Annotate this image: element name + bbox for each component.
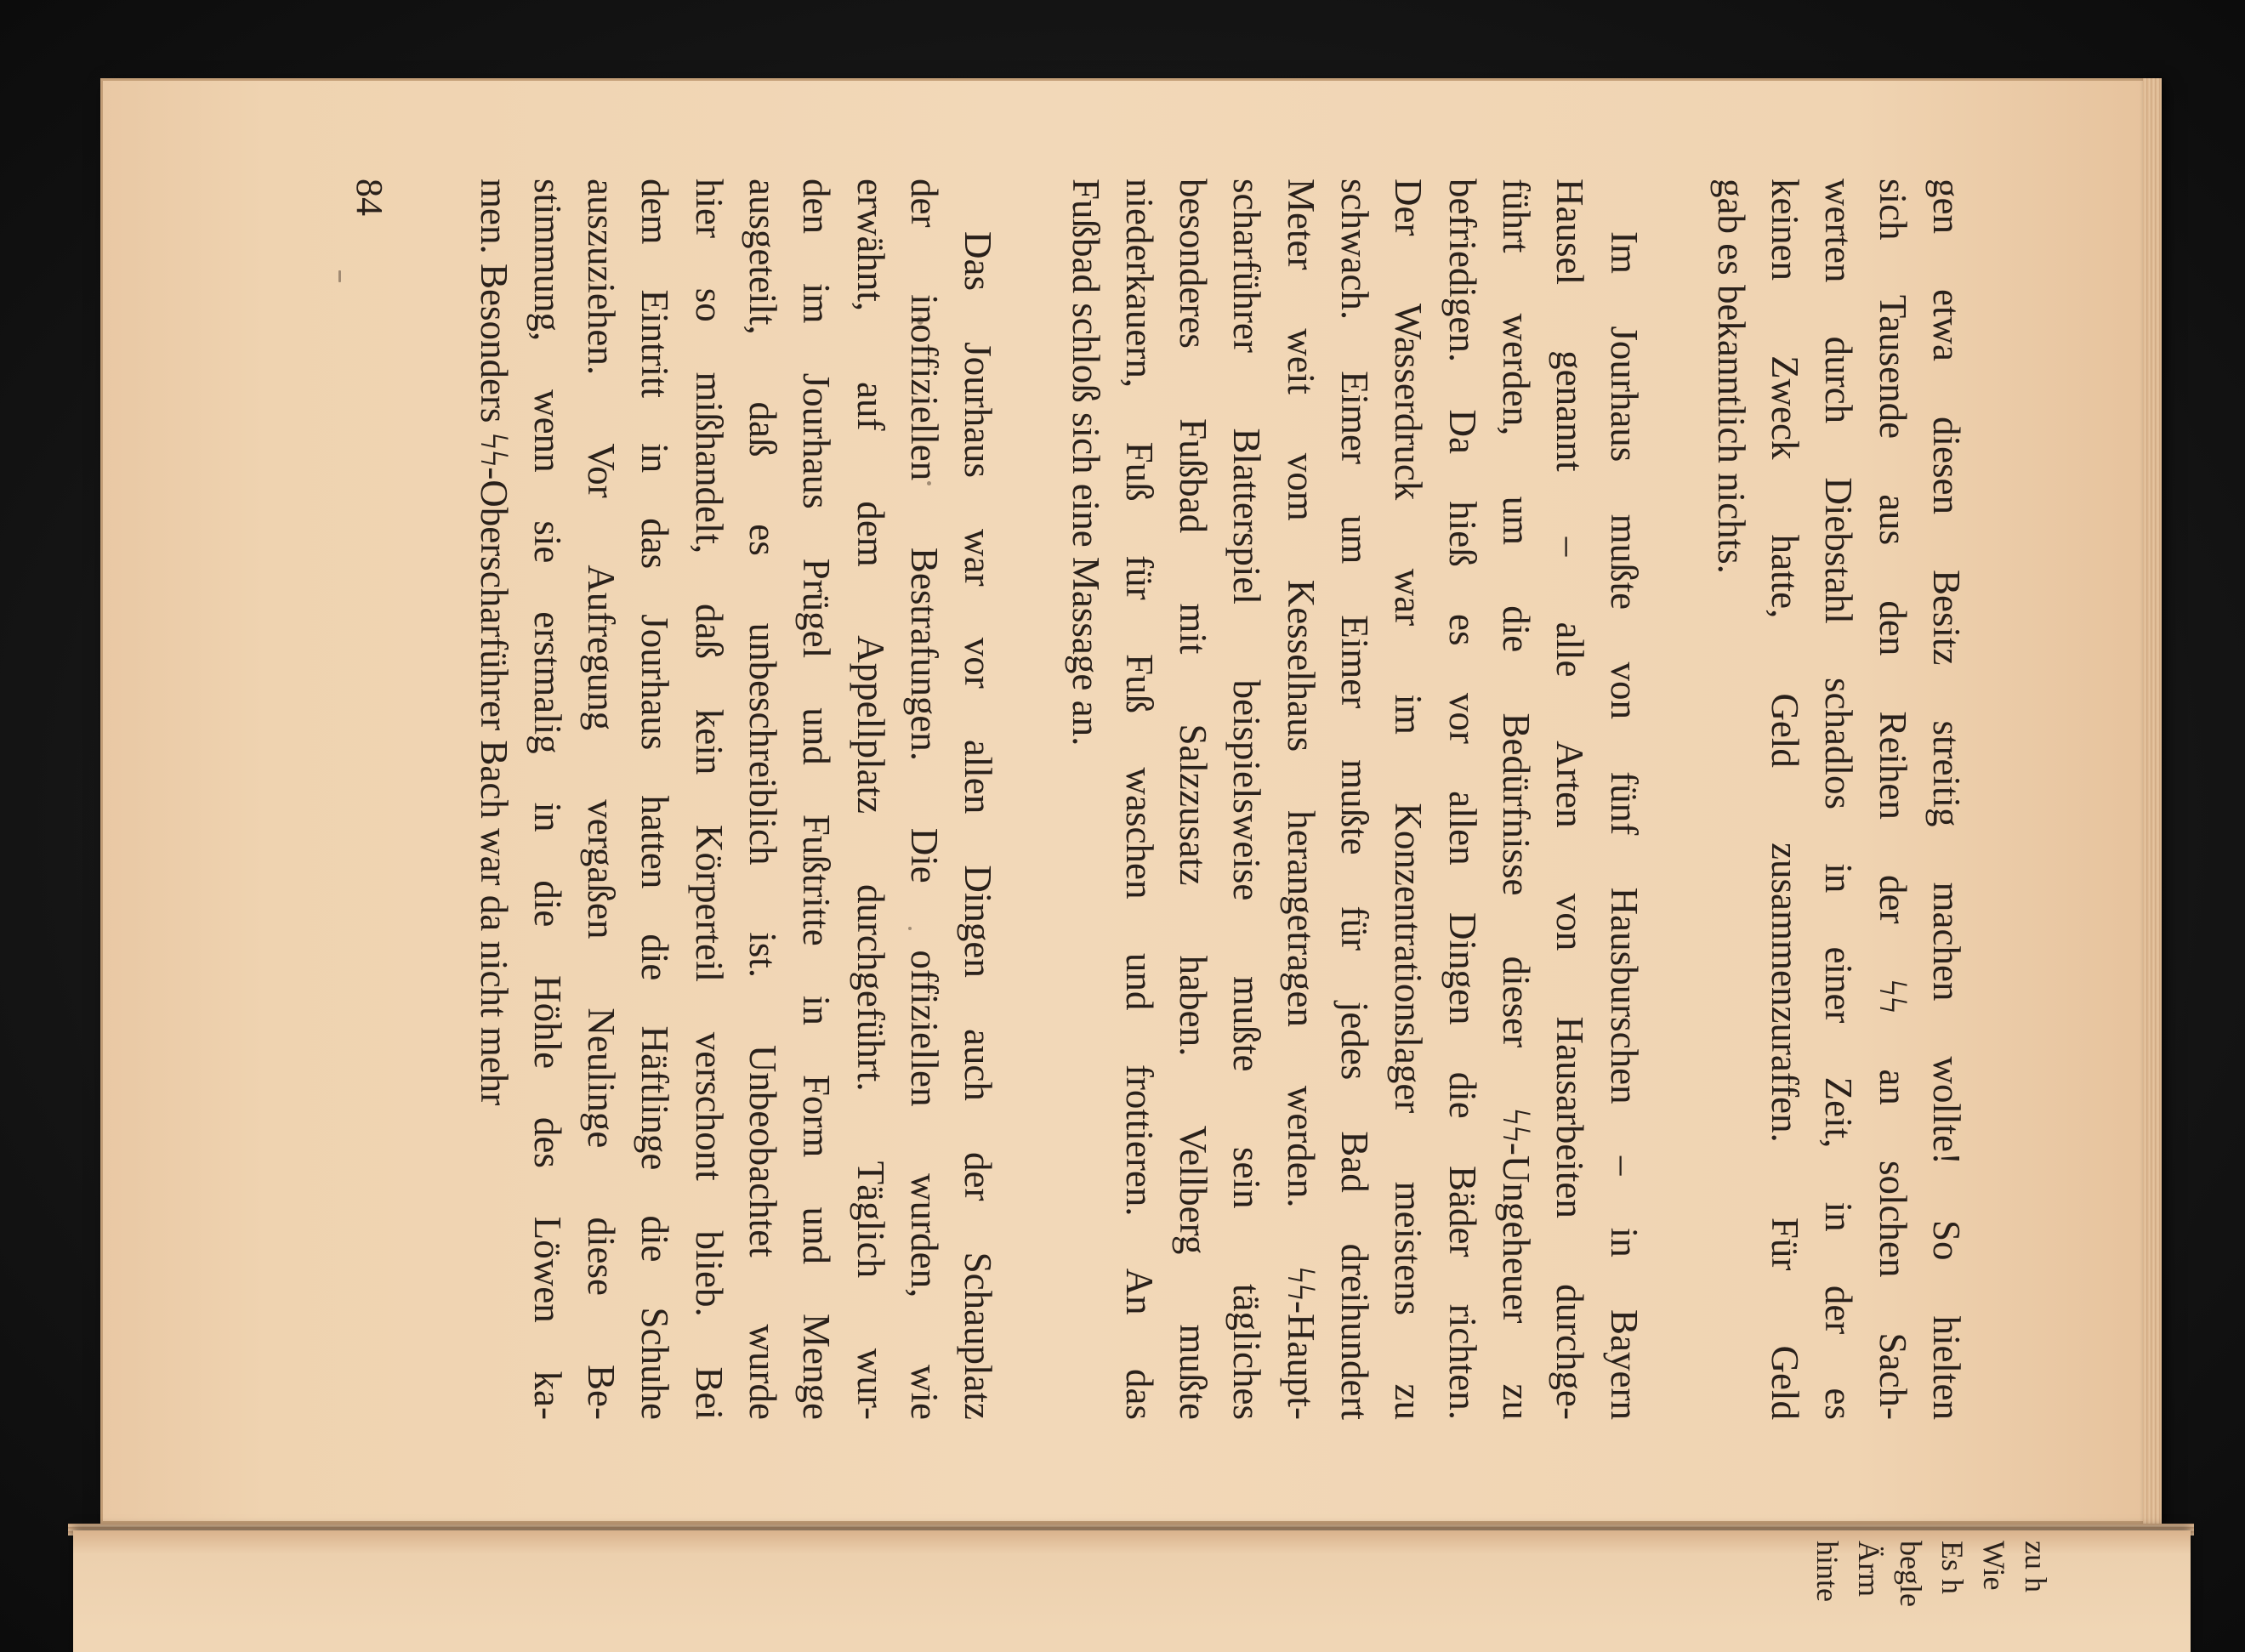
text-line: besonderes Fußbad mit Salzzusatz haben. Vellberg mußte [1172, 179, 1215, 1420]
text-line: niederkauern, Fuß für Fuß waschen und frottieren. An das [1117, 179, 1161, 1420]
rotated-text-region [281, 179, 1973, 1420]
text-line: Im Jourhaus mußte von fünf Hausburschen – in Bayern [1602, 231, 1645, 1420]
text-line: ausgeteilt, daß es unbeschreiblich ist. Unbeobachtet wurde [742, 179, 785, 1420]
paragraph [466, 179, 1004, 1420]
next-page-text-line: Es h [1935, 1541, 1969, 1594]
text-line: den im Jourhaus Prügel und Fußtritte in Form und Menge [795, 179, 838, 1420]
text-line: der inoffiziellen Bestrafungen. Die offiziellen wurden, wie [902, 179, 946, 1420]
next-page-text-line: Ärm [1852, 1541, 1886, 1597]
text-line: men. Besonders ϟϟ-Oberscharführer Bach war da nicht mehr [472, 179, 515, 1106]
next-page-text-line: begle [1894, 1541, 1928, 1607]
text-line: hier so mißhandelt, daß kein Körperteil verschont blieb. Bei [687, 179, 730, 1420]
paragraph [1704, 179, 1973, 1420]
text-line: befriedigen. Da hieß es vor allen Dingen die Bäder richten. [1441, 179, 1484, 1420]
text-line: sich Tausende aus den Reihen der ϟϟ an solchen Sach- [1871, 179, 1914, 1420]
text-line: werten durch Diebstahl schadlos in einer Zeit, in der es [1817, 179, 1861, 1420]
next-page-text-line: hinte [1810, 1541, 1844, 1602]
next-page-text-line: zu h [2019, 1541, 2053, 1592]
body-text [281, 179, 1973, 1420]
paragraph [1058, 179, 1650, 1420]
next-page-text-fragment [1776, 1541, 2056, 1652]
text-line: stimmung, wenn sie erstmalig in die Höhle des Löwen ka- [526, 179, 569, 1420]
page-edge-stack [2143, 78, 2162, 1524]
text-line: gen etwa diesen Besitz streitig machen wollte! So hielten [1925, 179, 1968, 1420]
text-line: gab es bekanntlich nichts. [1709, 179, 1753, 574]
next-page-text-line: Wie [1977, 1541, 2011, 1591]
text-line: Das Jourhaus war vor allen Dingen auch der Schauplatz [957, 231, 1000, 1420]
text-line: Meter weit vom Kesselhaus herangetragen werden. ϟϟ-Haupt- [1279, 179, 1322, 1420]
text-line: erwähnt, auf dem Appellplatz durchgeführt. Täglich wur- [849, 179, 892, 1420]
page-number: 84 [349, 179, 390, 216]
text-line: keinen Zweck hatte, Geld zusammenzuraffen. Für Geld [1764, 179, 1807, 1420]
text-line: Hausel genannt – alle Arten von Hausarbeiten durchge- [1549, 179, 1592, 1420]
text-line: dem Eintritt in das Jourhaus hatten die Häftlinge die Schuhe [634, 179, 677, 1420]
text-line: auszuziehen. Vor Aufregung vergaßen Neulinge diese Be- [580, 179, 623, 1420]
text-line: Fußbad schloß sich eine Massage an. [1064, 179, 1107, 747]
text-line: schwach. Eimer um Eimer mußte für jedes Bad dreihundert [1333, 179, 1377, 1420]
text-line: scharführer Blatterspiel beispielsweise mußte sein tägliches [1225, 179, 1269, 1420]
text-line: Der Wasserdruck war im Konzentrationslager meistens zu [1387, 179, 1430, 1420]
text-line: führt werden, um die Bedürfnisse dieser ϟϟ-Ungeheuer zu [1494, 179, 1537, 1420]
